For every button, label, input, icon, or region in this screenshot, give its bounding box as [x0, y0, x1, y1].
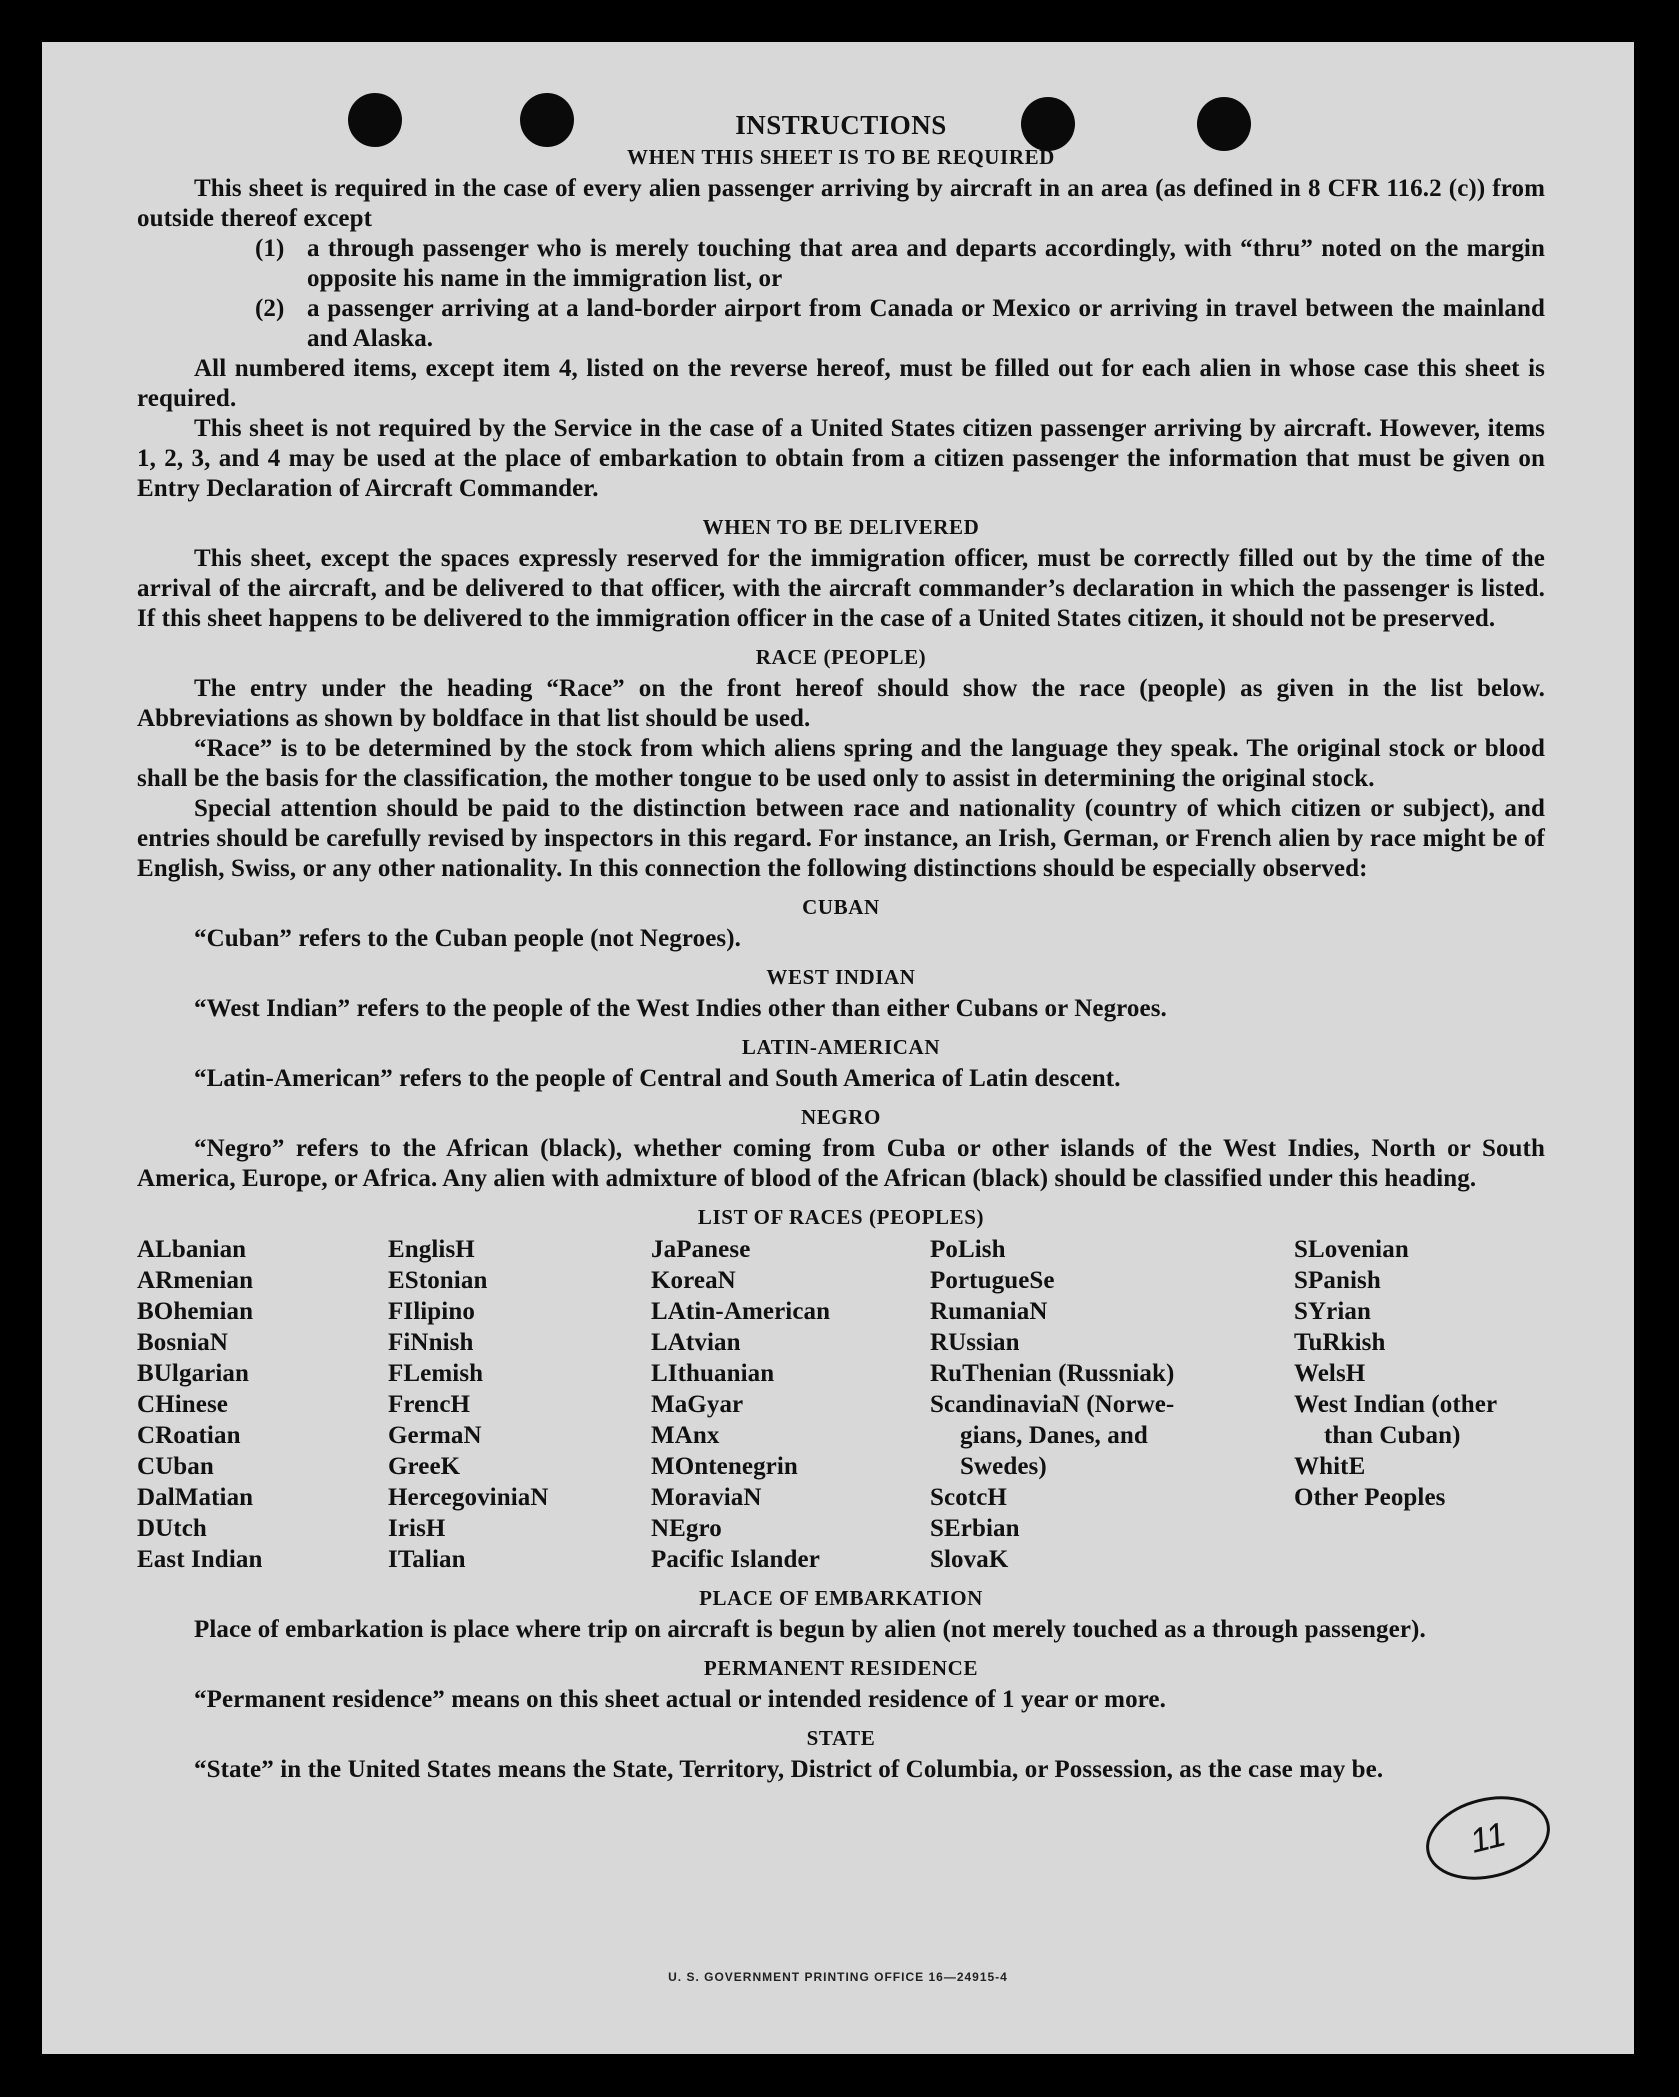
- list-item: KoreaN: [651, 1267, 736, 1294]
- exception-1-text: a through passenger who is merely touching that area and departs accordingly, with “thru” noted on the margin opposite his name in the immigration list, or: [307, 235, 1545, 292]
- list-item: GermaN: [388, 1422, 482, 1449]
- when-required-intro: This sheet is required in the case of every alien passenger arriving by aircraft in an area (as defined in 8 CFR 116.2 (c)) from outside thereof except: [137, 175, 1545, 232]
- list-item: FIlipino: [388, 1298, 475, 1325]
- heading-race: RACE (PEOPLE): [755, 645, 927, 669]
- list-item: Swedes): [960, 1453, 1047, 1480]
- list-item: JaPanese: [651, 1236, 751, 1263]
- list-item: than Cuban): [1324, 1422, 1461, 1449]
- page-title: INSTRUCTIONS: [735, 110, 947, 140]
- race-column-1: [137, 1234, 388, 1575]
- list-item: SPanish: [1294, 1267, 1381, 1294]
- list-item: LIthuanian: [651, 1360, 775, 1387]
- printer-imprint: U. S. GOVERNMENT PRINTING OFFICE 16—24915-4: [668, 1970, 1008, 1984]
- list-item: CUban: [137, 1453, 214, 1480]
- race-column-5: [1294, 1234, 1545, 1575]
- list-item: MoraviaN: [651, 1484, 762, 1511]
- race-column-4: [930, 1234, 1294, 1575]
- latin-american-text: “Latin-American” refers to the people of Central and South America of Latin descent.: [194, 1065, 1121, 1092]
- list-item: BOhemian: [137, 1298, 254, 1325]
- negro-text: “Negro” refers to the African (black), whether coming from Cuba or other islands of the West Indies, North or South America, Europe, or Africa. Any alien with admixture of blood of the African (black) should be classified under this heading.: [137, 1135, 1545, 1192]
- exception-1-number: (1): [255, 235, 285, 262]
- state-text: “State” in the United States means the State, Territory, District of Columbia, or Possession, as the case may be.: [194, 1756, 1384, 1783]
- instructions-body: [137, 110, 1545, 1785]
- heading-west-indian: WEST INDIAN: [766, 965, 916, 989]
- embarkation-text: Place of embarkation is place where trip on aircraft is begun by alien (not merely touched as a through passenger).: [194, 1616, 1426, 1643]
- document-page: [42, 42, 1634, 2054]
- exception-1: [137, 234, 1545, 294]
- list-item: LAtvian: [651, 1329, 741, 1356]
- list-item: FrencH: [388, 1391, 471, 1418]
- list-item: Other Peoples: [1294, 1484, 1446, 1511]
- exception-2-text: a passenger arriving at a land-border airport from Canada or Mexico or arriving in travel between the mainland and Alaska.: [307, 295, 1545, 352]
- heading-list-of-races: LIST OF RACES (PEOPLES): [697, 1205, 985, 1229]
- list-item: GreeK: [388, 1453, 461, 1480]
- list-item: NEgro: [651, 1515, 722, 1542]
- list-item: HercegoviniaN: [388, 1484, 549, 1511]
- exception-2: [137, 294, 1545, 354]
- heading-embarkation: PLACE OF EMBARKATION: [699, 1586, 983, 1610]
- list-item: BUlgarian: [137, 1360, 250, 1387]
- list-item: TuRkish: [1294, 1329, 1386, 1356]
- heading-state: STATE: [806, 1726, 876, 1750]
- list-item: RuThenian (Russniak): [930, 1360, 1175, 1387]
- list-item: RUssian: [930, 1329, 1020, 1356]
- list-item: DUtch: [137, 1515, 207, 1542]
- cuban-text: “Cuban” refers to the Cuban people (not Negroes).: [194, 925, 742, 952]
- race-column-2: [388, 1234, 651, 1575]
- heading-negro: NEGRO: [800, 1105, 881, 1129]
- list-item: ITalian: [388, 1546, 466, 1573]
- heading-when-delivered: WHEN TO BE DELIVERED: [702, 515, 980, 539]
- list-item: CHinese: [137, 1391, 228, 1418]
- race-column-3: [651, 1234, 930, 1575]
- list-item: EStonian: [388, 1267, 488, 1294]
- list-item: FLemish: [388, 1360, 484, 1387]
- handwritten-stamp: 11: [1417, 1784, 1559, 1892]
- race-para2: “Race” is to be determined by the stock from which aliens spring and the language they speak. The original stock or blood shall be the basis for the classification, the mother tongue to be used only to assist in determining the original stock.: [137, 735, 1545, 792]
- west-indian-text: “West Indian” refers to the people of the West Indies other than either Cubans or Negroes.: [194, 995, 1167, 1022]
- list-item: WelsH: [1294, 1360, 1366, 1387]
- permanent-residence-text: “Permanent residence” means on this sheet actual or intended residence of 1 year or more.: [194, 1686, 1166, 1713]
- list-item: ScandinaviaN (Norwe-: [930, 1391, 1175, 1418]
- list-item: SErbian: [930, 1515, 1020, 1542]
- list-item: MOntenegrin: [651, 1453, 798, 1480]
- when-required-para3: This sheet is not required by the Service in the case of a United States citizen passenger arriving by aircraft. However, items 1, 2, 3, and 4 may be used at the place of embarkation to obtain from a citizen passenger the information that must be given on Entry Declaration of Aircraft Commander.: [137, 415, 1545, 502]
- list-item: MaGyar: [651, 1391, 744, 1418]
- race-para3: Special attention should be paid to the distinction between race and nationality (country of which citizen or subject), and entries should be carefully revised by inspectors in this regard. For instance, an Irish, German, or French alien by race might be of English, Swiss, or any other nationality. In this connection the following distinctions should be especially observed:: [137, 795, 1545, 882]
- heading-cuban: CUBAN: [802, 895, 880, 919]
- list-item: ARmenian: [137, 1267, 254, 1294]
- when-delivered-text: This sheet, except the spaces expressly reserved for the immigration officer, must be correctly filled out by the time of the arrival of the aircraft, and be delivered to that officer, with the aircraft commander’s declaration in which the passenger is listed. If this sheet happens to be delivered to the immigration officer in the case of a United States citizen, it should not be preserved.: [137, 545, 1545, 632]
- race-list: [137, 1234, 1545, 1575]
- exception-2-number: (2): [255, 295, 285, 322]
- list-item: ScotcH: [930, 1484, 1007, 1511]
- list-item: BosniaN: [137, 1329, 229, 1356]
- list-item: PortugueSe: [930, 1267, 1055, 1294]
- list-item: SYrian: [1294, 1298, 1372, 1325]
- when-required-para2: All numbered items, except item 4, listed on the reverse hereof, must be filled out for each alien in whose case this sheet is required.: [137, 355, 1545, 412]
- list-item: SLovenian: [1294, 1236, 1409, 1263]
- list-item: FiNnish: [388, 1329, 474, 1356]
- heading-permanent-residence: PERMANENT RESIDENCE: [703, 1656, 979, 1680]
- list-item: MAnx: [651, 1422, 720, 1449]
- list-item: CRoatian: [137, 1422, 241, 1449]
- list-item: West Indian (other: [1294, 1391, 1498, 1418]
- list-item: SlovaK: [930, 1546, 1009, 1573]
- list-item: IrisH: [388, 1515, 446, 1542]
- heading-latin-american: LATIN-AMERICAN: [741, 1035, 941, 1059]
- race-para1: The entry under the heading “Race” on the front hereof should show the race (people) as given in the list below. Abbreviations as shown by boldface in that list should be used.: [137, 675, 1545, 732]
- list-item: DalMatian: [137, 1484, 254, 1511]
- list-item: gians, Danes, and: [960, 1422, 1148, 1449]
- list-item: EnglisH: [388, 1236, 475, 1263]
- heading-when-required: WHEN THIS SHEET IS TO BE REQUIRED: [627, 145, 1055, 169]
- list-item: East Indian: [137, 1546, 263, 1573]
- list-item: LAtin-American: [651, 1298, 831, 1325]
- list-item: WhitE: [1294, 1453, 1366, 1480]
- list-item: Pacific Islander: [651, 1546, 820, 1573]
- list-item: PoLish: [930, 1236, 1006, 1263]
- list-item: ALbanian: [137, 1236, 247, 1263]
- list-item: RumaniaN: [930, 1298, 1048, 1325]
